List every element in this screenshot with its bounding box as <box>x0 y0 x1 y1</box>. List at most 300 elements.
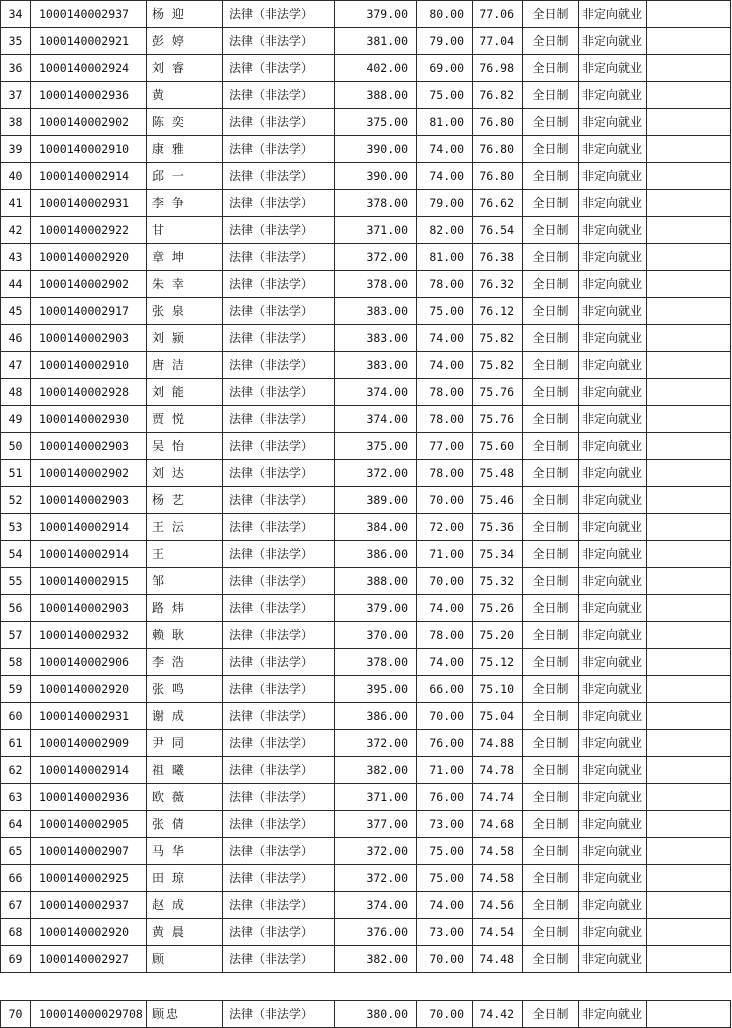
cell-rank: 68 <box>1 919 31 946</box>
cell-name: 贾 悦 <box>147 406 223 433</box>
cell-remark <box>647 757 731 784</box>
cell-study-mode: 全日制 <box>523 109 579 136</box>
cell-total-score: 74.88 <box>473 730 523 757</box>
cell-major: 法律（非法学） <box>223 541 335 568</box>
cell-major: 法律（非法学） <box>223 676 335 703</box>
cell-name: 黄 晨 <box>147 919 223 946</box>
cell-exam-id: 1000140002903 <box>31 487 147 514</box>
cell-retest-score: 70.00 <box>417 487 473 514</box>
cell-total-score: 75.26 <box>473 595 523 622</box>
cell-major: 法律（非法学） <box>223 1 335 28</box>
cell-remark <box>647 865 731 892</box>
table-row <box>1 217 731 244</box>
cell-remark <box>647 568 731 595</box>
cell-study-mode: 全日制 <box>523 703 579 730</box>
cell-employment-type: 非定向就业 <box>579 676 647 703</box>
cell-remark <box>647 460 731 487</box>
cell-employment-type: 非定向就业 <box>579 568 647 595</box>
cell-remark <box>647 622 731 649</box>
cell-major: 法律（非法学） <box>223 703 335 730</box>
cell-total-score: 75.48 <box>473 460 523 487</box>
cell-retest-score: 74.00 <box>417 595 473 622</box>
cell-total-score: 76.38 <box>473 244 523 271</box>
table-row <box>1 649 731 676</box>
cell-name: 杨 迎 <box>147 1 223 28</box>
cell-retest-score: 80.00 <box>417 1 473 28</box>
cell-exam-id: 1000140002906 <box>31 649 147 676</box>
cell-name: 甘 <box>147 217 223 244</box>
cell-employment-type: 非定向就业 <box>579 757 647 784</box>
cell-employment-type: 非定向就业 <box>579 55 647 82</box>
cell-remark <box>647 298 731 325</box>
cell-exam-id: 1000140002920 <box>31 244 147 271</box>
cell-name: 顾 <box>147 946 223 973</box>
table-row <box>1 811 731 838</box>
table-row <box>1 352 731 379</box>
cell-total-score: 75.82 <box>473 352 523 379</box>
cell-exam-id: 1000140002922 <box>31 217 147 244</box>
cell-employment-type: 非定向就业 <box>579 487 647 514</box>
cell-name: 王 <box>147 541 223 568</box>
cell-total-score: 74.42 <box>473 1001 523 1028</box>
cell-retest-score: 82.00 <box>417 217 473 244</box>
cell-exam-id: 1000140002914 <box>31 514 147 541</box>
cell-total-score: 74.74 <box>473 784 523 811</box>
cell-rank: 43 <box>1 244 31 271</box>
cell-study-mode: 全日制 <box>523 676 579 703</box>
cell-remark <box>647 190 731 217</box>
cell-retest-score: 75.00 <box>417 838 473 865</box>
cell-name: 黄 <box>147 82 223 109</box>
cell-retest-score: 76.00 <box>417 784 473 811</box>
cell-initial-score: 402.00 <box>335 55 417 82</box>
cell-exam-id: 1000140002902 <box>31 271 147 298</box>
cell-total-score: 76.12 <box>473 298 523 325</box>
cell-total-score: 76.62 <box>473 190 523 217</box>
cell-name: 欧 薇 <box>147 784 223 811</box>
cell-major: 法律（非法学） <box>223 244 335 271</box>
cell-initial-score: 384.00 <box>335 514 417 541</box>
cell-retest-score: 71.00 <box>417 757 473 784</box>
cell-rank: 51 <box>1 460 31 487</box>
cell-retest-score: 75.00 <box>417 298 473 325</box>
cell-name: 康 雅 <box>147 136 223 163</box>
table-row <box>1 1 731 28</box>
cell-retest-score: 78.00 <box>417 271 473 298</box>
cell-rank: 40 <box>1 163 31 190</box>
cell-employment-type: 非定向就业 <box>579 1 647 28</box>
cell-remark <box>647 946 731 973</box>
cell-study-mode: 全日制 <box>523 217 579 244</box>
cell-name: 谢 成 <box>147 703 223 730</box>
cell-initial-score: 382.00 <box>335 757 417 784</box>
cell-name: 李 争 <box>147 190 223 217</box>
table-row <box>1 379 731 406</box>
cell-exam-id: 1000140002932 <box>31 622 147 649</box>
table-row <box>1 514 731 541</box>
cell-name: 刘 能 <box>147 379 223 406</box>
cell-rank: 63 <box>1 784 31 811</box>
cell-major: 法律（非法学） <box>223 82 335 109</box>
cell-rank: 70 <box>1 1001 31 1028</box>
cell-total-score: 75.32 <box>473 568 523 595</box>
cell-name: 顾忠 <box>147 1001 223 1028</box>
cell-employment-type: 非定向就业 <box>579 433 647 460</box>
cell-name: 路 炜 <box>147 595 223 622</box>
cell-rank: 66 <box>1 865 31 892</box>
cell-study-mode: 全日制 <box>523 514 579 541</box>
cell-initial-score: 374.00 <box>335 406 417 433</box>
cell-total-score: 74.78 <box>473 757 523 784</box>
cell-employment-type: 非定向就业 <box>579 325 647 352</box>
cell-rank: 62 <box>1 757 31 784</box>
cell-rank: 60 <box>1 703 31 730</box>
cell-study-mode: 全日制 <box>523 433 579 460</box>
cell-study-mode: 全日制 <box>523 865 579 892</box>
cell-exam-id: 1000140002936 <box>31 82 147 109</box>
cell-remark <box>647 352 731 379</box>
cell-rank: 44 <box>1 271 31 298</box>
cell-study-mode: 全日制 <box>523 892 579 919</box>
cell-initial-score: 372.00 <box>335 865 417 892</box>
cell-exam-id: 1000140002914 <box>31 541 147 568</box>
cell-name: 陈 奕 <box>147 109 223 136</box>
cell-retest-score: 70.00 <box>417 703 473 730</box>
cell-name: 刘 达 <box>147 460 223 487</box>
cell-name: 刘 颍 <box>147 325 223 352</box>
cell-retest-score: 70.00 <box>417 946 473 973</box>
cell-major: 法律（非法学） <box>223 460 335 487</box>
cell-employment-type: 非定向就业 <box>579 514 647 541</box>
cell-name: 马 华 <box>147 838 223 865</box>
cell-rank: 56 <box>1 595 31 622</box>
cell-exam-id: 1000140002930 <box>31 406 147 433</box>
cell-remark <box>647 703 731 730</box>
cell-major: 法律（非法学） <box>223 379 335 406</box>
cell-major: 法律（非法学） <box>223 55 335 82</box>
cell-retest-score: 78.00 <box>417 460 473 487</box>
cell-remark <box>647 55 731 82</box>
cell-exam-id: 1000140002924 <box>31 55 147 82</box>
cell-exam-id: 1000140002927 <box>31 946 147 973</box>
cell-major: 法律（非法学） <box>223 163 335 190</box>
cell-exam-id: 1000140002910 <box>31 352 147 379</box>
cell-initial-score: 379.00 <box>335 595 417 622</box>
cell-major: 法律（非法学） <box>223 109 335 136</box>
cell-major: 法律（非法学） <box>223 136 335 163</box>
cell-exam-id: 1000140002931 <box>31 190 147 217</box>
cell-remark <box>647 919 731 946</box>
cell-exam-id: 1000140002903 <box>31 325 147 352</box>
cell-employment-type: 非定向就业 <box>579 703 647 730</box>
cell-rank: 42 <box>1 217 31 244</box>
cell-name: 彭 婷 <box>147 28 223 55</box>
cell-rank: 48 <box>1 379 31 406</box>
cell-study-mode: 全日制 <box>523 541 579 568</box>
cell-remark <box>647 109 731 136</box>
cell-employment-type: 非定向就业 <box>579 109 647 136</box>
cell-total-score: 75.34 <box>473 541 523 568</box>
cell-total-score: 76.98 <box>473 55 523 82</box>
cell-employment-type: 非定向就业 <box>579 28 647 55</box>
cell-employment-type: 非定向就业 <box>579 298 647 325</box>
cell-remark <box>647 811 731 838</box>
cell-total-score: 76.80 <box>473 109 523 136</box>
cell-major: 法律（非法学） <box>223 892 335 919</box>
cell-initial-score: 383.00 <box>335 325 417 352</box>
cell-total-score: 74.48 <box>473 946 523 973</box>
cell-remark <box>647 379 731 406</box>
cell-study-mode: 全日制 <box>523 730 579 757</box>
cell-employment-type: 非定向就业 <box>579 82 647 109</box>
cell-remark <box>647 163 731 190</box>
cell-study-mode: 全日制 <box>523 622 579 649</box>
cell-remark <box>647 136 731 163</box>
cell-remark <box>647 892 731 919</box>
table-row <box>1 190 731 217</box>
cell-initial-score: 378.00 <box>335 271 417 298</box>
cell-name: 邹 <box>147 568 223 595</box>
cell-total-score: 74.54 <box>473 919 523 946</box>
cell-name: 张 倩 <box>147 811 223 838</box>
cell-study-mode: 全日制 <box>523 55 579 82</box>
table-row <box>1 271 731 298</box>
cell-remark <box>647 433 731 460</box>
cell-initial-score: 389.00 <box>335 487 417 514</box>
cell-rank: 41 <box>1 190 31 217</box>
cell-study-mode: 全日制 <box>523 163 579 190</box>
cell-exam-id: 1000140002903 <box>31 595 147 622</box>
cell-study-mode: 全日制 <box>523 136 579 163</box>
cell-initial-score: 388.00 <box>335 82 417 109</box>
cell-study-mode: 全日制 <box>523 487 579 514</box>
cell-exam-id: 100014000029708 <box>31 1001 147 1028</box>
cell-initial-score: 375.00 <box>335 433 417 460</box>
cell-retest-score: 74.00 <box>417 163 473 190</box>
cell-initial-score: 371.00 <box>335 217 417 244</box>
cell-name: 李 浩 <box>147 649 223 676</box>
table-row <box>1 838 731 865</box>
cell-employment-type: 非定向就业 <box>579 838 647 865</box>
table-row <box>1 163 731 190</box>
cell-study-mode: 全日制 <box>523 811 579 838</box>
cell-study-mode: 全日制 <box>523 1001 579 1028</box>
cell-initial-score: 380.00 <box>335 1001 417 1028</box>
cell-name: 朱 幸 <box>147 271 223 298</box>
cell-retest-score: 70.00 <box>417 568 473 595</box>
cell-retest-score: 78.00 <box>417 379 473 406</box>
cell-study-mode: 全日制 <box>523 244 579 271</box>
cell-remark <box>647 1 731 28</box>
cell-initial-score: 378.00 <box>335 649 417 676</box>
cell-employment-type: 非定向就业 <box>579 892 647 919</box>
cell-initial-score: 372.00 <box>335 838 417 865</box>
cell-major: 法律（非法学） <box>223 298 335 325</box>
cell-exam-id: 1000140002931 <box>31 703 147 730</box>
cell-initial-score: 386.00 <box>335 703 417 730</box>
cell-retest-score: 74.00 <box>417 352 473 379</box>
cell-name: 张 鸣 <box>147 676 223 703</box>
cell-rank: 65 <box>1 838 31 865</box>
cell-initial-score: 374.00 <box>335 379 417 406</box>
cell-total-score: 75.20 <box>473 622 523 649</box>
cell-study-mode: 全日制 <box>523 298 579 325</box>
cell-exam-id: 1000140002937 <box>31 892 147 919</box>
cell-rank: 69 <box>1 946 31 973</box>
table-row <box>1 622 731 649</box>
cell-exam-id: 1000140002910 <box>31 136 147 163</box>
cell-remark <box>647 541 731 568</box>
table-row <box>1 568 731 595</box>
cell-study-mode: 全日制 <box>523 379 579 406</box>
table-row <box>1 919 731 946</box>
cell-total-score: 75.46 <box>473 487 523 514</box>
cell-major: 法律（非法学） <box>223 352 335 379</box>
cell-employment-type: 非定向就业 <box>579 784 647 811</box>
cell-retest-score: 78.00 <box>417 622 473 649</box>
table-row <box>1 865 731 892</box>
cell-initial-score: 377.00 <box>335 811 417 838</box>
cell-study-mode: 全日制 <box>523 406 579 433</box>
table-row <box>1 541 731 568</box>
cell-retest-score: 66.00 <box>417 676 473 703</box>
cell-major: 法律（非法学） <box>223 325 335 352</box>
cell-total-score: 76.80 <box>473 136 523 163</box>
cell-rank: 54 <box>1 541 31 568</box>
cell-employment-type: 非定向就业 <box>579 811 647 838</box>
cell-rank: 35 <box>1 28 31 55</box>
table-row <box>1 55 731 82</box>
cell-employment-type: 非定向就业 <box>579 163 647 190</box>
cell-rank: 45 <box>1 298 31 325</box>
cell-rank: 38 <box>1 109 31 136</box>
cell-employment-type: 非定向就业 <box>579 865 647 892</box>
cell-remark <box>647 595 731 622</box>
cell-exam-id: 1000140002936 <box>31 784 147 811</box>
cell-exam-id: 1000140002928 <box>31 379 147 406</box>
cell-remark <box>647 325 731 352</box>
cell-major: 法律（非法学） <box>223 649 335 676</box>
next-page-partial-row <box>0 1000 731 1028</box>
cell-study-mode: 全日制 <box>523 784 579 811</box>
cell-name: 杨 艺 <box>147 487 223 514</box>
cell-retest-score: 73.00 <box>417 811 473 838</box>
cell-initial-score: 372.00 <box>335 730 417 757</box>
cell-name: 赖 耿 <box>147 622 223 649</box>
cell-retest-score: 72.00 <box>417 514 473 541</box>
cell-initial-score: 372.00 <box>335 244 417 271</box>
cell-study-mode: 全日制 <box>523 946 579 973</box>
cell-exam-id: 1000140002914 <box>31 757 147 784</box>
table-row <box>1 730 731 757</box>
cell-remark <box>647 649 731 676</box>
cell-study-mode: 全日制 <box>523 919 579 946</box>
table-row <box>1 433 731 460</box>
cell-major: 法律（非法学） <box>223 406 335 433</box>
cell-initial-score: 395.00 <box>335 676 417 703</box>
cell-major: 法律（非法学） <box>223 784 335 811</box>
cell-rank: 36 <box>1 55 31 82</box>
cell-exam-id: 1000140002920 <box>31 676 147 703</box>
cell-initial-score: 390.00 <box>335 136 417 163</box>
table-row <box>1 325 731 352</box>
cell-remark <box>647 271 731 298</box>
cell-study-mode: 全日制 <box>523 649 579 676</box>
cell-name: 吴 怡 <box>147 433 223 460</box>
cell-name: 邱 一 <box>147 163 223 190</box>
cell-name: 尹 同 <box>147 730 223 757</box>
cell-major: 法律（非法学） <box>223 919 335 946</box>
cell-remark <box>647 784 731 811</box>
cell-employment-type: 非定向就业 <box>579 595 647 622</box>
cell-initial-score: 370.00 <box>335 622 417 649</box>
table-row <box>1 676 731 703</box>
cell-rank: 53 <box>1 514 31 541</box>
table-row <box>1 82 731 109</box>
cell-rank: 50 <box>1 433 31 460</box>
table-row <box>1 703 731 730</box>
cell-retest-score: 74.00 <box>417 325 473 352</box>
cell-employment-type: 非定向就业 <box>579 649 647 676</box>
table-row <box>1 595 731 622</box>
cell-employment-type: 非定向就业 <box>579 460 647 487</box>
cell-name: 田 琼 <box>147 865 223 892</box>
cell-name: 祖 曦 <box>147 757 223 784</box>
cell-employment-type: 非定向就业 <box>579 622 647 649</box>
cell-major: 法律（非法学） <box>223 514 335 541</box>
cell-total-score: 74.58 <box>473 865 523 892</box>
cell-initial-score: 388.00 <box>335 568 417 595</box>
cell-exam-id: 1000140002902 <box>31 109 147 136</box>
table-row <box>1 460 731 487</box>
cell-name: 王 沄 <box>147 514 223 541</box>
cell-total-score: 76.82 <box>473 82 523 109</box>
cell-remark <box>647 514 731 541</box>
cell-remark <box>647 406 731 433</box>
cell-exam-id: 1000140002937 <box>31 1 147 28</box>
cell-study-mode: 全日制 <box>523 757 579 784</box>
cell-exam-id: 1000140002909 <box>31 730 147 757</box>
cell-name: 章 坤 <box>147 244 223 271</box>
cell-retest-score: 76.00 <box>417 730 473 757</box>
cell-study-mode: 全日制 <box>523 460 579 487</box>
cell-remark <box>647 730 731 757</box>
cell-total-score: 77.06 <box>473 1 523 28</box>
cell-employment-type: 非定向就业 <box>579 136 647 163</box>
cell-major: 法律（非法学） <box>223 595 335 622</box>
cell-retest-score: 74.00 <box>417 892 473 919</box>
cell-rank: 47 <box>1 352 31 379</box>
cell-remark <box>647 838 731 865</box>
cell-employment-type: 非定向就业 <box>579 730 647 757</box>
cell-major: 法律（非法学） <box>223 568 335 595</box>
cell-name: 赵 成 <box>147 892 223 919</box>
cell-exam-id: 1000140002914 <box>31 163 147 190</box>
cell-exam-id: 1000140002920 <box>31 919 147 946</box>
cell-total-score: 75.36 <box>473 514 523 541</box>
cell-name: 刘 睿 <box>147 55 223 82</box>
cell-rank: 46 <box>1 325 31 352</box>
cell-major: 法律（非法学） <box>223 217 335 244</box>
cell-total-score: 76.80 <box>473 163 523 190</box>
cell-retest-score: 78.00 <box>417 406 473 433</box>
cell-retest-score: 73.00 <box>417 919 473 946</box>
cell-total-score: 75.76 <box>473 406 523 433</box>
table-row <box>1 244 731 271</box>
cell-remark <box>647 676 731 703</box>
cell-retest-score: 75.00 <box>417 865 473 892</box>
cell-rank: 59 <box>1 676 31 703</box>
